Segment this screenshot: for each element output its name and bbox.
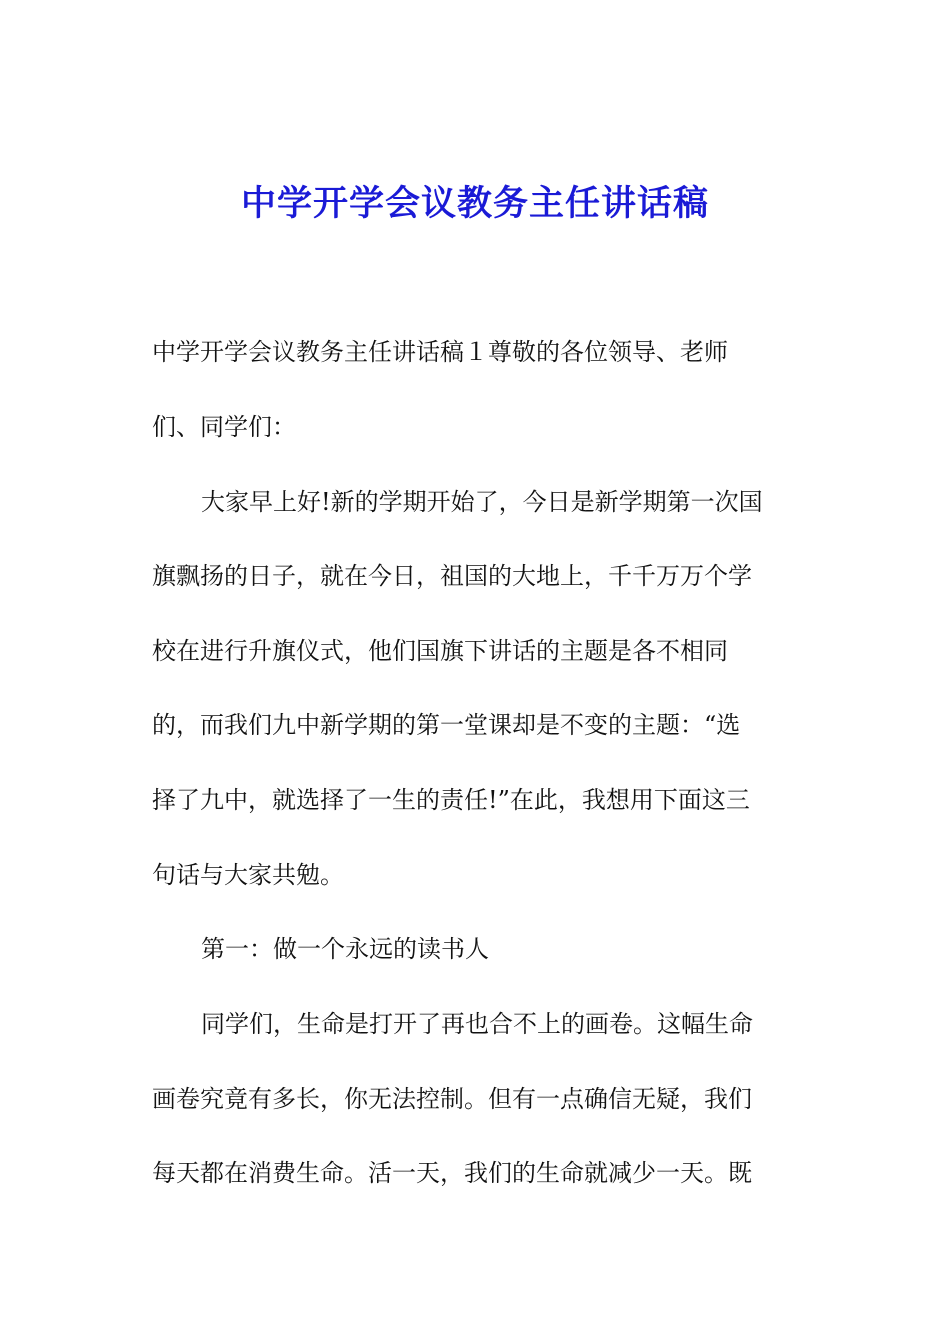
body-line: 校在进行升旗仪式，他们国旗下讲话的主题是各不相同 (152, 637, 728, 665)
body-line: 中学开学会议教务主任讲话稿１尊敬的各位领导、老师 (152, 338, 728, 366)
body-line: 同学们，生命是打开了再也合不上的画卷。这幅生命 (201, 1010, 753, 1038)
body-line: 择了九中，就选择了一生的责任!”在此，我想用下面这三 (152, 786, 750, 814)
document-title: 中学开学会议教务主任讲话稿 (240, 183, 709, 224)
body-line: 画卷究竟有多长，你无法控制。但有一点确信无疑，我们 (152, 1085, 752, 1113)
body-line: 每天都在消费生命。活一天，我们的生命就减少一天。既 (152, 1159, 752, 1187)
body-line: 大家早上好!新的学期开始了，今日是新学期第一次国 (201, 488, 763, 516)
body-line: 旗飘扬的日子，就在今日，祖国的大地上，千千万万个学 (152, 562, 752, 590)
section-heading: 第一：做一个永远的读书人 (201, 935, 489, 963)
body-line: 们、同学们： (152, 413, 296, 441)
body-line: 的，而我们九中新学期的第一堂课却是不变的主题：“选 (152, 711, 741, 739)
body-line: 句话与大家共勉。 (152, 861, 344, 889)
